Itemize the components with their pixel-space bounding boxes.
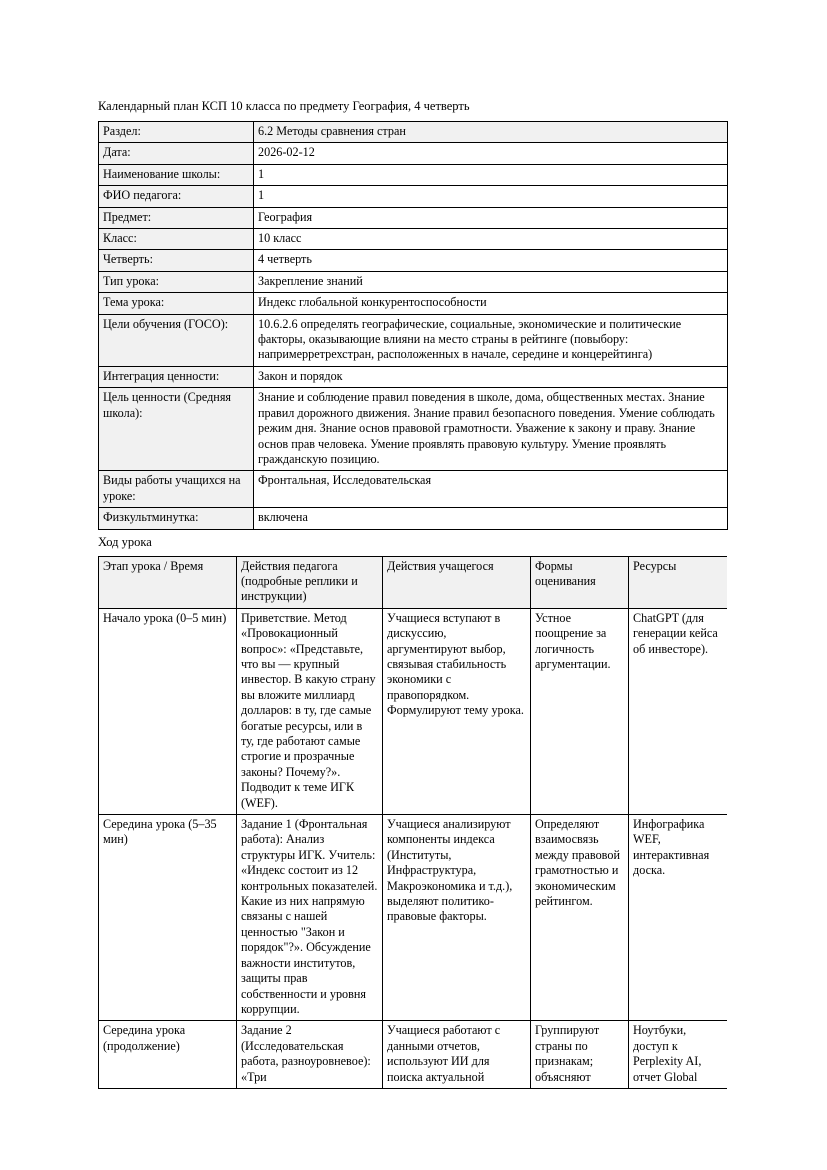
info-row-label: Тема урока:	[99, 293, 254, 314]
info-row-value: 2026-02-12	[254, 143, 728, 164]
info-row-label: Предмет:	[99, 207, 254, 228]
table-row	[99, 314, 728, 366]
flow-cell-stage: Середина урока (продолжение)	[99, 1021, 237, 1089]
flow-cell-student-actions: Учащиеся работают с данными отчетов, используют ИИ для поиска актуальной	[383, 1021, 531, 1089]
info-row-label: Интеграция ценности:	[99, 366, 254, 387]
info-row-value: 10 класс	[254, 229, 728, 250]
table-header-row	[99, 556, 728, 608]
table-row	[99, 143, 728, 164]
flow-cell-teacher-actions: Приветствие. Метод «Провокационный вопрос»: «Представьте, что вы — крупный инвестор. В какую страну вы вложите миллиард долларов: в ту, где самые богатые ресурсы, или в ту, где работают самые строгие и прозрачные законы? Почему?». Подводит к теме ИГК (WEF).	[237, 608, 383, 814]
table-row	[99, 471, 728, 508]
info-row-label: Физкультминутка:	[99, 508, 254, 529]
info-row-label: Цель ценности (Средняя школа):	[99, 388, 254, 471]
table-row	[99, 293, 728, 314]
flow-cell-resources: Ноутбуки, доступ к Perplexity AI, отчет Global	[629, 1021, 728, 1089]
flow-cell-stage: Середина урока (5–35 мин)	[99, 815, 237, 1021]
info-row-value: 1	[254, 186, 728, 207]
table-row	[99, 250, 728, 271]
info-row-label: Раздел:	[99, 122, 254, 143]
page-title: Календарный план КСП 10 класса по предмету География, 4 четверть	[98, 99, 470, 113]
info-row-value: 10.6.2.6 определять географические, социальные, экономические и политические факторы, оказывающие влияни на место страны в рейтинге (повыбору: например‌ретрехстран, расположенных в начале, середине и концерейтинга)	[254, 314, 728, 366]
flow-cell-resources: ChatGPT (для генерации кейса об инвесторе).	[629, 608, 728, 814]
column-header-teacher-actions: Действия педагога (подробные реплики и инструкции)	[237, 556, 383, 608]
info-row-value: Знание и соблюдение правил поведения в школе, дома, общественных местах. Знание правил дорожного движения. Знание правил безопасного поведения. Умение соблюдать режим дня. Знание основ правовой грамотности. Уважение к закону и праву. Знание основ прав человека. Умение проявлять правовую культуру. Умение проявлять гражданскую позицию.	[254, 388, 728, 471]
lesson-info-body	[99, 122, 728, 530]
table-row	[99, 122, 728, 143]
flow-cell-student-actions: Учащиеся анализируют компоненты индекса (Институты, Инфраструктура, Макроэкономика и т.д.), выделяют политико-правовые факторы.	[383, 815, 531, 1021]
info-row-value: включена	[254, 508, 728, 529]
info-row-value: 6.2 Методы сравнения стран	[254, 122, 728, 143]
column-header-student-actions: Действия учащегося	[383, 556, 531, 608]
info-row-value: Фронтальная, Исследовательская	[254, 471, 728, 508]
flow-cell-teacher-actions: Задание 2 (Исследовательская работа, разноуровневое): «Три	[237, 1021, 383, 1089]
table-row	[99, 815, 728, 1021]
table-row	[99, 164, 728, 185]
column-header-assessment: Формы оценивания	[531, 556, 629, 608]
info-row-label: Наименование школы:	[99, 164, 254, 185]
table-row	[99, 271, 728, 292]
info-row-label: Четверть:	[99, 250, 254, 271]
info-row-label: Цели обучения (ГОСО):	[99, 314, 254, 366]
table-row	[99, 207, 728, 228]
lesson-info-table	[98, 121, 728, 530]
table-row	[99, 608, 728, 814]
lesson-flow-caption: Ход урока	[98, 534, 152, 549]
table-row	[99, 366, 728, 387]
lesson-flow-body	[99, 608, 728, 1088]
table-row	[99, 388, 728, 471]
info-row-label: ФИО педагога:	[99, 186, 254, 207]
column-header-resources: Ресурсы	[629, 556, 728, 608]
info-row-value: Закон и порядок	[254, 366, 728, 387]
info-row-value: 4 четверть	[254, 250, 728, 271]
info-row-value: География	[254, 207, 728, 228]
table-row	[99, 186, 728, 207]
table-row	[99, 229, 728, 250]
table-row	[99, 508, 728, 529]
column-header-stage: Этап урока / Время	[99, 556, 237, 608]
flow-cell-teacher-actions: Задание 1 (Фронтальная работа): Анализ структуры ИГК. Учитель: «Индекс состоит из 12 контрольных показателей. Какие из них напрямую связаны с нашей ценностью "Закон и порядок"?». Обсуждение важности институтов, защиты прав собственности и уровня коррупции.	[237, 815, 383, 1021]
flow-cell-assessment: Определяют взаимосвязь между правовой грамотностью и экономическим рейтингом.	[531, 815, 629, 1021]
info-row-value: Закрепление знаний	[254, 271, 728, 292]
lesson-flow-clip	[98, 556, 727, 1168]
info-row-label: Виды работы учащихся на уроке:	[99, 471, 254, 508]
lesson-flow-head	[99, 556, 728, 608]
table-row	[99, 1021, 728, 1089]
flow-cell-student-actions: Учащиеся вступают в дискуссию, аргументируют выбор, связывая стабильность экономики с правопорядком. Формулируют тему урока.	[383, 608, 531, 814]
info-row-value: Индекс глобальной конкурентоспособности	[254, 293, 728, 314]
flow-cell-resources: Инфографика WEF, интерактивная доска.	[629, 815, 728, 1021]
info-row-value: 1	[254, 164, 728, 185]
lesson-flow-table	[98, 556, 727, 1089]
info-row-label: Тип урока:	[99, 271, 254, 292]
flow-cell-assessment: Группируют страны по признакам; объясняют	[531, 1021, 629, 1089]
info-row-label: Класс:	[99, 229, 254, 250]
info-row-label: Дата:	[99, 143, 254, 164]
flow-cell-assessment: Устное поощрение за логичность аргументации.	[531, 608, 629, 814]
flow-cell-stage: Начало урока (0–5 мин)	[99, 608, 237, 814]
